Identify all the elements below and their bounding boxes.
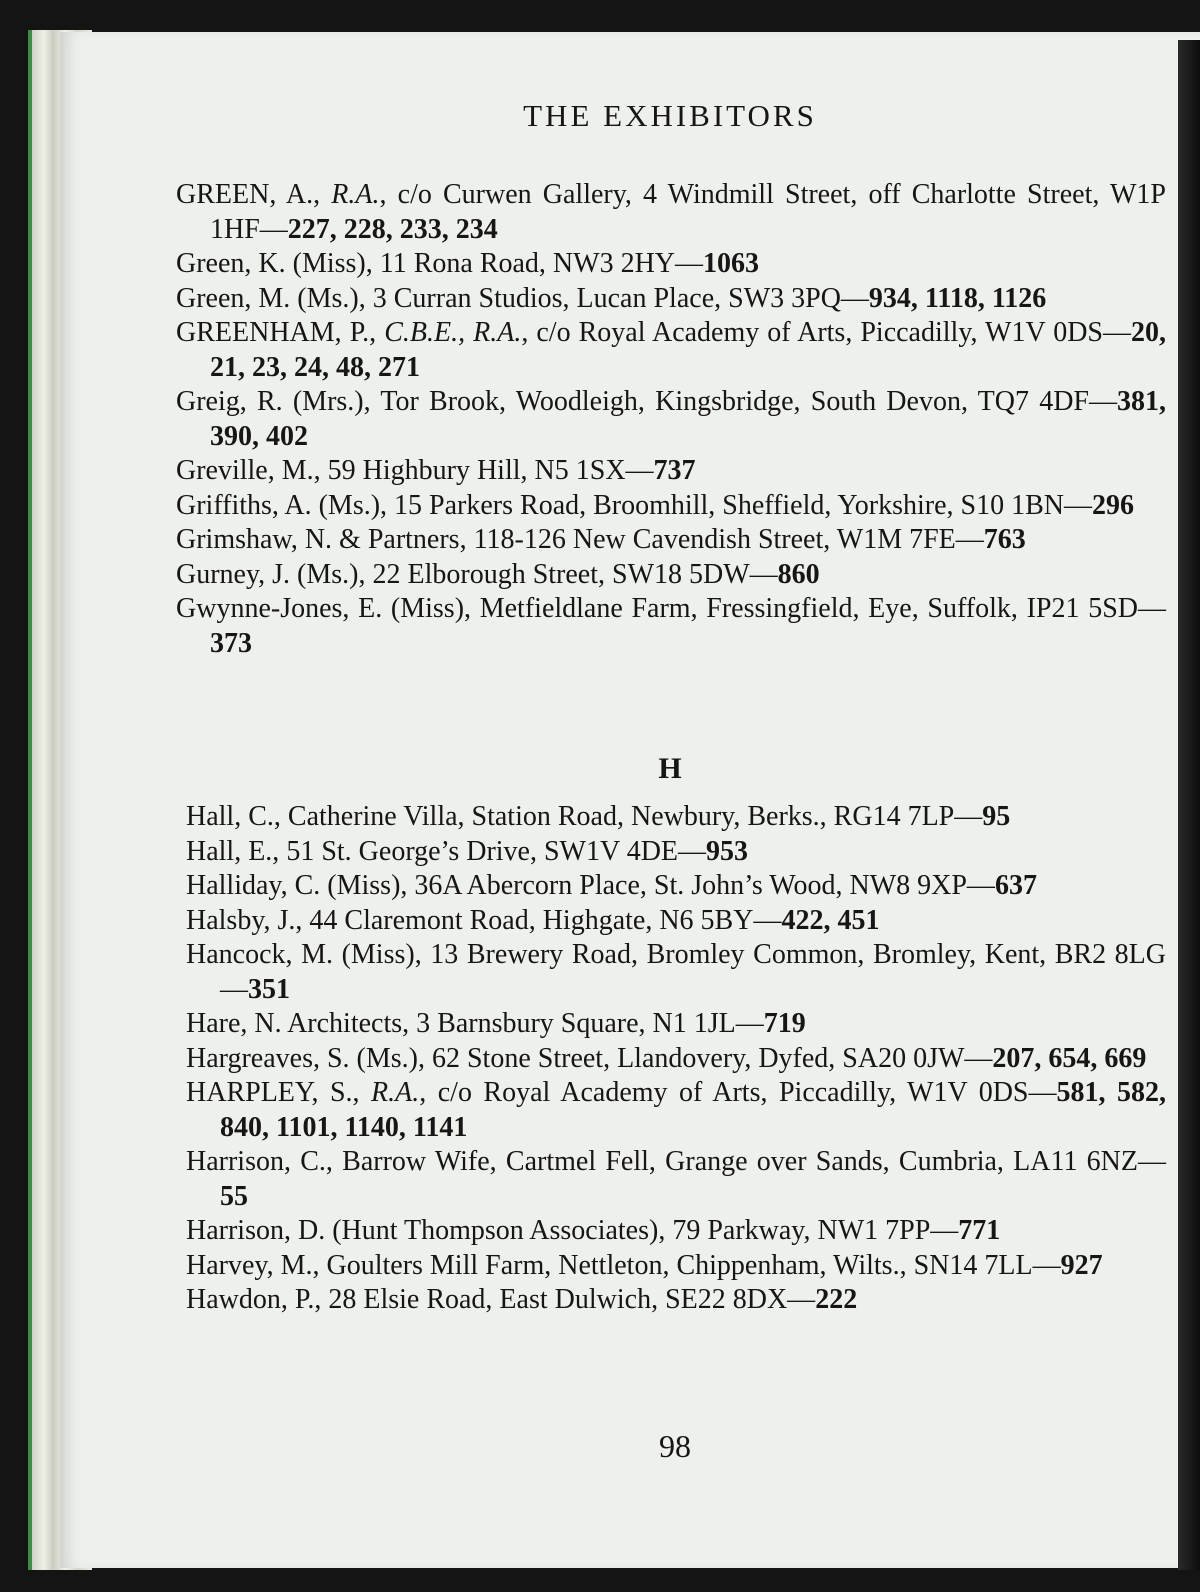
- exhibitor-address: , c/o Curwen Gallery, 4 Windmill Street, off Charlotte Street, W1P 1HF—: [210, 179, 1166, 245]
- exhibitor-address: 118-126 New Cavendish Street, W1M 7FE—: [473, 524, 984, 555]
- exhibitor-name: Griffiths, A. (Ms.),: [176, 489, 395, 521]
- exhibit-numbers: 860: [777, 558, 820, 590]
- exhibitor-honours: R.A.: [371, 1077, 420, 1108]
- exhibitor-name: Hare, N. Architects,: [186, 1008, 417, 1039]
- exhibitor-name: Harvey, M.,: [186, 1249, 327, 1281]
- exhibitor-address: Barrow Wife, Cartmel Fell, Grange over Sands, Cumbria, LA11 6NZ—: [342, 1146, 1167, 1177]
- exhibitor-entry: [186, 1283, 1166, 1318]
- exhibitor-name: Hall, E.,: [186, 835, 287, 867]
- exhibitor-entry: [176, 523, 1166, 558]
- exhibitor-honours: C.B.E., R.A.: [384, 317, 522, 348]
- exhibitor-entry: [176, 247, 1166, 282]
- section-heading-h: H: [658, 752, 682, 785]
- exhibitor-address: , c/o Royal Academy of Arts, Piccadilly, W1V 0DS—: [521, 317, 1131, 348]
- exhibit-numbers: 934, 1118, 1126: [868, 282, 1047, 314]
- exhibitor-name: Gurney, J. (Ms.),: [176, 558, 373, 590]
- exhibit-numbers: 763: [983, 524, 1026, 555]
- exhibitor-name: Hall, C.,: [186, 801, 288, 832]
- exhibit-numbers: 927: [1060, 1249, 1103, 1281]
- exhibitor-name: GREENHAM, P.,: [176, 317, 385, 348]
- exhibit-numbers: 637: [994, 870, 1037, 901]
- exhibitor-address: 22 Elborough Street, SW18 5DW—: [372, 558, 778, 590]
- exhibit-numbers: 381, 390, 402: [210, 386, 1166, 452]
- exhibit-numbers: 207, 654, 669: [992, 1042, 1147, 1074]
- exhibitor-name: Hawdon, P.,: [186, 1284, 329, 1315]
- exhibit-numbers: 227, 228, 233, 234: [287, 213, 498, 245]
- exhibit-numbers: 95: [982, 801, 1011, 832]
- exhibit-numbers: 222: [815, 1284, 858, 1315]
- exhibitor-address: , c/o Royal Academy of Arts, Piccadilly, W1V 0DS—: [419, 1077, 1057, 1108]
- exhibit-numbers: 1063: [703, 248, 760, 279]
- exhibitor-entry: [176, 558, 1166, 593]
- page-number: 98: [659, 1428, 691, 1464]
- exhibitor-honours: R.A.: [331, 179, 380, 210]
- entries-section-h: [186, 800, 1166, 1318]
- exhibitor-entry: [186, 938, 1166, 1007]
- exhibitor-name: Harrison, D. (Hunt Thompson Associates),: [186, 1215, 673, 1246]
- exhibitor-entry: [186, 1076, 1166, 1145]
- exhibitor-name: Green, K. (Miss),: [176, 248, 380, 279]
- exhibitor-address: 15 Parkers Road, Broomhill, Sheffield, Yorkshire, S10 1BN—: [394, 489, 1092, 521]
- exhibitor-name: Greville, M.,: [176, 455, 328, 486]
- exhibitor-entry: [186, 904, 1166, 939]
- exhibitor-address: 11 Rona Road, NW3 2HY—: [379, 248, 704, 279]
- exhibitor-entry: [176, 178, 1166, 247]
- exhibitor-address: 3 Barnsbury Square, N1 1JL—: [416, 1008, 764, 1039]
- exhibit-numbers: 737: [653, 455, 696, 486]
- exhibit-numbers: 953: [706, 835, 749, 867]
- entries-section-g: [176, 178, 1166, 661]
- exhibitor-entry: [186, 869, 1166, 904]
- exhibitor-name: Grimshaw, N. & Partners,: [176, 524, 474, 555]
- exhibitor-entry: [186, 1042, 1166, 1077]
- exhibitor-address: Catherine Villa, Station Road, Newbury, Berks., RG14 7LP—: [287, 801, 983, 832]
- exhibitor-address: 51 St. George’s Drive, SW1V 4DE—: [286, 835, 707, 867]
- exhibitor-address: 59 Highbury Hill, N5 1SX—: [327, 455, 654, 486]
- exhibitor-address: Metfieldlane Farm, Fressingfield, Eye, Suffolk, IP21 5SD—: [479, 593, 1166, 624]
- exhibitor-entry: [186, 800, 1166, 835]
- exhibitor-address: 79 Parkway, NW1 7PP—: [672, 1215, 959, 1246]
- exhibitor-address: 3 Curran Studios, Lucan Place, SW3 3PQ—: [372, 282, 869, 314]
- exhibitor-entry: [186, 1007, 1166, 1042]
- exhibit-numbers: 422, 451: [781, 904, 880, 936]
- exhibitor-address: 13 Brewery Road, Bromley Common, Bromley, Kent, BR2 8LG—: [220, 939, 1166, 1005]
- exhibitor-entry: [176, 454, 1166, 489]
- exhibit-numbers: 581, 582, 840, 1101, 1140, 1141: [220, 1077, 1166, 1143]
- exhibitor-address: 36A Abercorn Place, St. John’s Wood, NW8 9XP—: [414, 870, 995, 901]
- exhibit-numbers: 55: [220, 1180, 248, 1212]
- exhibit-numbers: 771: [958, 1215, 1001, 1246]
- exhibitor-name: Harrison, C.,: [186, 1146, 343, 1177]
- exhibitor-name: Gwynne-Jones, E. (Miss),: [176, 593, 480, 624]
- exhibitor-name: Halsby, J.,: [186, 904, 310, 936]
- exhibit-numbers: 373: [210, 627, 252, 659]
- exhibitor-entry: [176, 282, 1166, 317]
- exhibit-numbers: 719: [763, 1008, 806, 1039]
- exhibitor-entry: [186, 835, 1166, 870]
- exhibitor-name: GREEN, A.,: [176, 179, 332, 210]
- exhibitor-name: Hargreaves, S. (Ms.),: [186, 1042, 432, 1074]
- exhibitor-address: Tor Brook, Woodleigh, Kingsbridge, South Devon, TQ7 4DF—: [380, 386, 1117, 417]
- exhibitor-name: Greig, R. (Mrs.),: [176, 386, 381, 417]
- exhibitor-entry: [176, 489, 1166, 524]
- page-title: THE EXHIBITORS: [523, 98, 817, 133]
- binding-shadow: [1178, 40, 1200, 1570]
- exhibitor-name: HARPLEY, S.,: [186, 1077, 372, 1108]
- exhibitor-entry: [186, 1214, 1166, 1249]
- exhibitor-entry: [176, 592, 1166, 661]
- exhibitor-name: Hancock, M. (Miss),: [186, 939, 431, 970]
- exhibitor-entry: [186, 1145, 1166, 1214]
- exhibitor-address: 44 Claremont Road, Highgate, N6 5BY—: [309, 904, 782, 936]
- exhibit-numbers: 20, 21, 23, 24, 48, 271: [210, 317, 1166, 383]
- exhibitor-name: Halliday, C. (Miss),: [186, 870, 415, 901]
- exhibitor-address: 28 Elsie Road, East Dulwich, SE22 8DX—: [328, 1284, 816, 1315]
- exhibitor-address: 62 Stone Street, Llandovery, Dyfed, SA20 0JW—: [431, 1042, 993, 1074]
- exhibitor-entry: [176, 316, 1166, 385]
- exhibitor-name: Green, M. (Ms.),: [176, 282, 373, 314]
- exhibitor-address: Goulters Mill Farm, Nettleton, Chippenham, Wilts., SN14 7LL—: [326, 1249, 1061, 1281]
- exhibitor-entry: [176, 385, 1166, 454]
- exhibit-numbers: 351: [248, 973, 290, 1005]
- exhibit-numbers: 296: [1091, 489, 1134, 521]
- exhibitor-entry: [186, 1249, 1166, 1284]
